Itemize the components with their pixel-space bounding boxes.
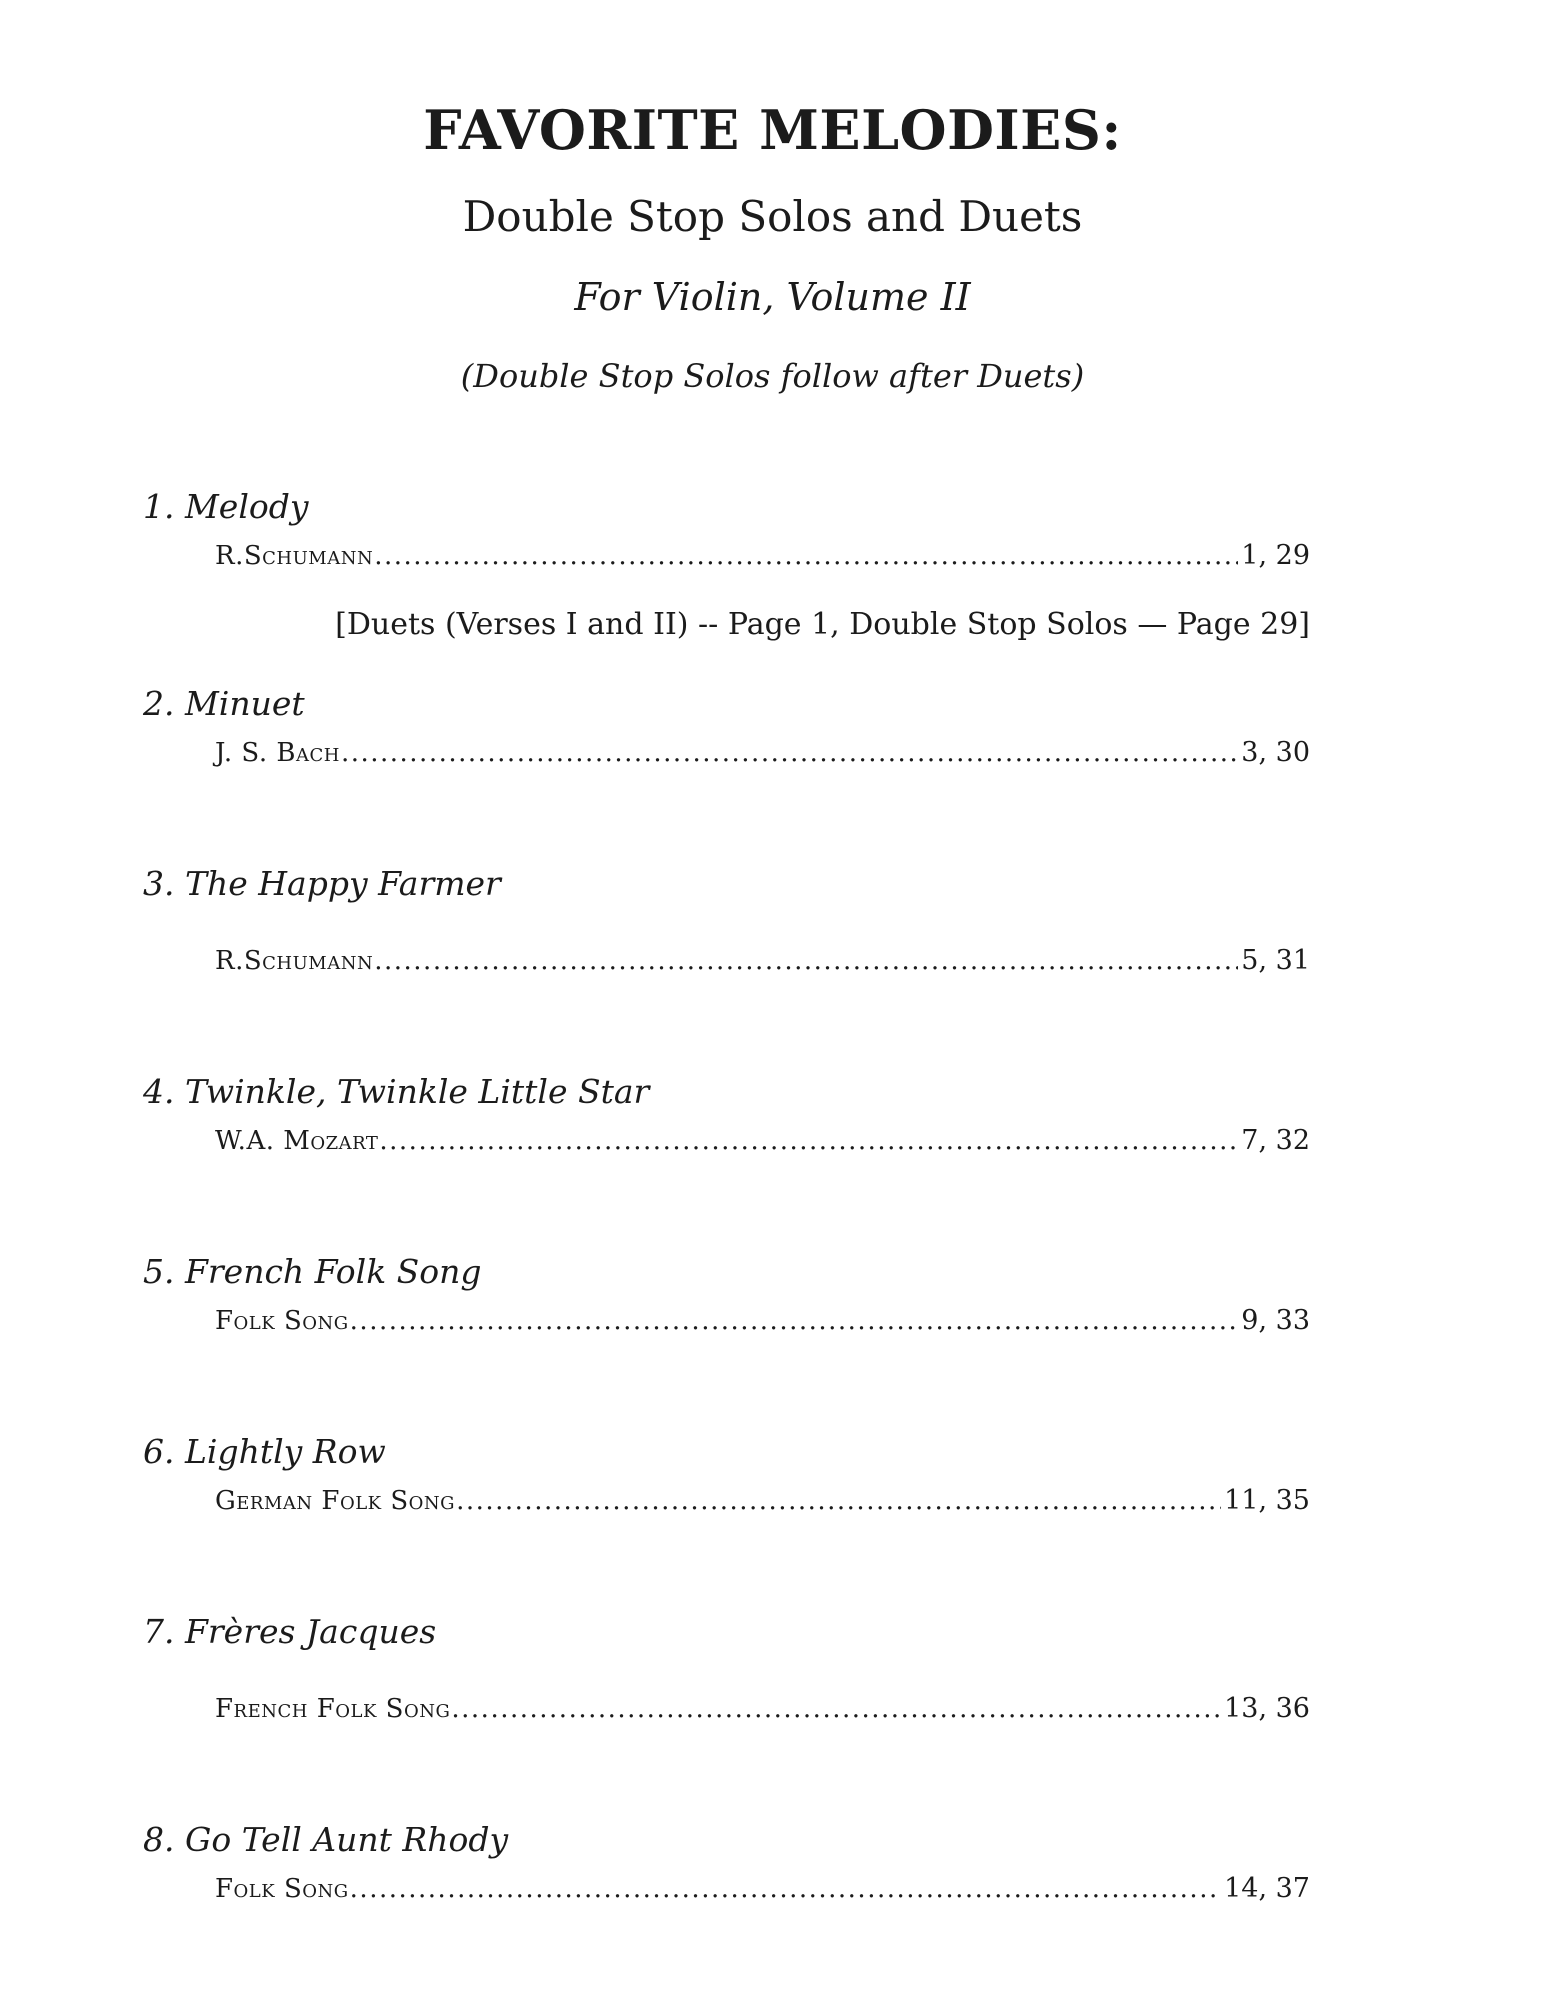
entry-number: 4. xyxy=(143,1072,175,1111)
composer-name: Folk Song xyxy=(215,1306,349,1336)
entry-title-text: The Happy Farmer xyxy=(185,864,501,903)
dot-leader xyxy=(350,1874,1221,1904)
entry-number: 3. xyxy=(143,864,175,903)
entry-number: 7. xyxy=(143,1612,175,1651)
entry-title xyxy=(143,1072,1310,1111)
entry-number: 2. xyxy=(143,684,175,723)
page-numbers: 5, 31 xyxy=(1241,945,1310,976)
toc-entry xyxy=(143,1252,1310,1336)
dot-leader xyxy=(379,1126,1238,1156)
entry-title-text: French Folk Song xyxy=(185,1252,482,1291)
composer-row xyxy=(143,1305,1310,1336)
entry-title xyxy=(143,1820,1310,1859)
entry-title xyxy=(143,1612,1310,1651)
composer-name: R.Schumann xyxy=(215,946,374,976)
composer-row xyxy=(143,1873,1310,1904)
page-subtitle: Double Stop Solos and Duets xyxy=(462,192,1083,241)
entry-title xyxy=(143,864,1310,903)
dot-leader xyxy=(350,1306,1239,1336)
page-numbers: 9, 33 xyxy=(1241,1305,1310,1336)
toc-entry xyxy=(143,864,1310,976)
page-numbers: 1, 29 xyxy=(1241,540,1310,571)
entry-title-text: Twinkle, Twinkle Little Star xyxy=(185,1072,650,1111)
document-header xyxy=(0,98,1545,395)
dot-leader xyxy=(451,1694,1221,1724)
dot-leader xyxy=(374,946,1238,976)
entry-title-text: Frères Jacques xyxy=(185,1612,437,1651)
entry-number: 1. xyxy=(143,487,175,526)
entry-title xyxy=(143,1252,1310,1291)
entry-title-text: Melody xyxy=(185,487,309,526)
page-numbers: 7, 32 xyxy=(1241,1125,1310,1156)
entry-title xyxy=(143,684,1310,723)
entry-title xyxy=(143,1432,1310,1471)
entry-number: 5. xyxy=(143,1252,175,1291)
composer-name: R.Schumann xyxy=(215,541,374,571)
entry-number: 6. xyxy=(143,1432,175,1471)
page-numbers: 14, 37 xyxy=(1224,1873,1310,1904)
entry-title-text: Lightly Row xyxy=(185,1432,386,1471)
toc-entry xyxy=(143,1072,1310,1156)
entry-number: 8. xyxy=(143,1820,175,1859)
page-title: FAVORITE MELODIES: xyxy=(423,98,1122,162)
duet-annotation: [Duets (Verses I and II) -- Page 1, Double Stop Solos — Page 29] xyxy=(335,607,1310,642)
composer-name: J. S. Bach xyxy=(215,738,340,768)
toc-entry xyxy=(143,1612,1310,1724)
entry-title-text: Go Tell Aunt Rhody xyxy=(185,1820,509,1859)
dot-leader xyxy=(456,1486,1221,1516)
composer-name: German Folk Song xyxy=(215,1486,456,1516)
composer-row xyxy=(143,945,1310,976)
page-numbers: 13, 36 xyxy=(1224,1693,1310,1724)
composer-name: Folk Song xyxy=(215,1874,349,1904)
toc-entry xyxy=(143,684,1310,768)
composer-name: French Folk Song xyxy=(215,1694,451,1724)
toc-entry xyxy=(143,1820,1310,1904)
table-of-contents xyxy=(0,487,1545,1904)
composer-row xyxy=(143,737,1310,768)
entry-title-text: Minuet xyxy=(185,684,305,723)
composer-name: W.A. Mozart xyxy=(215,1126,379,1156)
volume-line: For Violin, Volume II xyxy=(574,275,971,319)
page-numbers: 3, 30 xyxy=(1241,737,1310,768)
toc-entry xyxy=(143,1432,1310,1516)
note-line: (Double Stop Solos follow after Duets) xyxy=(460,357,1085,395)
composer-row xyxy=(143,540,1310,571)
dot-leader xyxy=(341,738,1238,768)
dot-leader xyxy=(374,541,1238,571)
entry-title xyxy=(143,487,1310,526)
composer-row xyxy=(143,1485,1310,1516)
toc-entry xyxy=(143,487,1310,642)
composer-row xyxy=(143,1125,1310,1156)
page-numbers: 11, 35 xyxy=(1224,1485,1310,1516)
composer-row xyxy=(143,1693,1310,1724)
